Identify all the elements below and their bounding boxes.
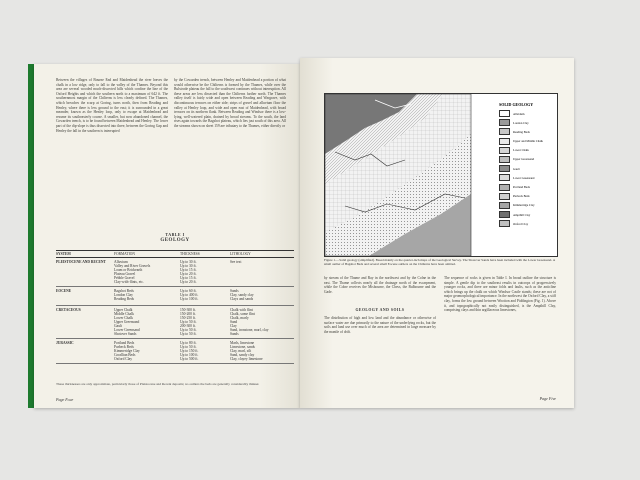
table-footnote: These thicknesses are only approximate, particularly those of Pleistocene and Recent deposits; no outliers the beds are generally considerably thinner. xyxy=(56,382,260,386)
legend-label: Kimmeridge Clay xyxy=(513,203,535,208)
cell-thickness-line: Up to 150 ft. xyxy=(180,349,199,353)
cell-thickness-line: Up to 50 ft. xyxy=(180,328,197,332)
cell-lithology-line: Clay, clayey limestone xyxy=(230,357,263,361)
right-page xyxy=(300,58,574,408)
legend-label: Gault xyxy=(513,166,520,171)
cell-formation-line: Bagshot Beds xyxy=(114,289,134,293)
cell-lithology-line: Chalk, marly xyxy=(230,316,249,320)
header-lithology: LITHOLOGY xyxy=(230,252,251,256)
cell-thickness-line: Up to 50 ft. xyxy=(180,320,197,324)
cell-lithology-line: Sand, ironstone, marl, clay xyxy=(230,328,269,332)
table-number: TABLE I xyxy=(165,232,185,237)
legend-label: Lower Chalk xyxy=(513,148,529,153)
cell-thickness-line: 200-300 ft. xyxy=(180,324,196,328)
cell-thickness-line: Up to 100 ft. xyxy=(180,353,199,357)
legend-label: London Clay xyxy=(513,120,529,125)
cell-lithology-line: Clay, marl, silt xyxy=(230,349,252,353)
cell-formation-line: Portland Beds xyxy=(114,341,135,345)
geology-table xyxy=(56,250,294,364)
cell-formation-line: Kimmeridge Clay xyxy=(114,349,140,353)
cell-formation-line: Upper Chalk xyxy=(114,308,133,312)
cell-lithology-line: Sand, sandy clay xyxy=(230,353,255,357)
cell-thickness xyxy=(180,308,230,336)
cell-thickness-line: Up to 50 ft. xyxy=(180,332,197,336)
cell-thickness-line: Up to 60 ft. xyxy=(180,289,197,293)
cell-formation-line: Lower Chalk xyxy=(114,316,133,320)
open-book xyxy=(28,56,574,412)
legend-label: Oxford Clay xyxy=(513,221,529,226)
legend-label: Alluvium xyxy=(513,111,525,116)
legend-item xyxy=(499,193,553,200)
cell-formation-line: Clay-with-flints, etc. xyxy=(114,280,144,284)
cell-formation xyxy=(114,341,180,361)
table-row xyxy=(56,287,294,306)
cell-thickness-line: 150-300 ft. xyxy=(180,308,196,312)
cell-formation-line: Corallian Beds xyxy=(114,353,136,357)
legend-label: Lower Greensand xyxy=(513,175,535,180)
cell-thickness-line: Up to 100 ft. xyxy=(180,297,199,301)
right-column-1-para-2: The distribution of high and low land and the abundance or otherwise of surface water are due primarily to the nature of the underlying rocks, but the soils and land use over much of the area are determined in large measure by the mantle of drift. xyxy=(324,316,436,334)
cell-thickness-line: Up to 15 ft. xyxy=(180,268,197,272)
legend-swatch xyxy=(499,202,510,209)
cell-lithology-line: Sands xyxy=(230,289,239,293)
cell-thickness-line: Up to 20 ft. xyxy=(180,280,197,284)
table-header xyxy=(56,250,294,258)
legend-title: SOLID GEOLOGY xyxy=(499,102,534,107)
legend-swatch xyxy=(499,184,510,191)
cell-formation-line: Gault xyxy=(114,324,122,328)
figure-caption: Figure 1.—Solid geology (simplified). Based mainly on the quarter-inch maps of the Geological Survey. The Shotover Sands have been included with the Lower Greensand. A small outlier of Bagshot Beds and several small Eocene outliers on the Chilterns have been omitted. xyxy=(324,258,555,266)
cell-lithology-line: Clay, sandy clay xyxy=(230,293,254,297)
legend-swatch xyxy=(499,211,510,218)
legend-item xyxy=(499,128,553,135)
cell-formation-line: Plateau Gravel xyxy=(114,272,136,276)
legend-item xyxy=(499,202,553,209)
legend-item xyxy=(499,138,553,145)
legend-item xyxy=(499,184,553,191)
right-page-number: Page Five xyxy=(539,396,556,401)
cell-system: EOCENE xyxy=(56,289,72,293)
legend-swatch xyxy=(499,119,510,126)
cell-thickness-line: Up to 15 ft. xyxy=(180,276,197,280)
cell-formation-line: Middle Chalk xyxy=(114,312,134,316)
legend-item xyxy=(499,147,553,154)
cell-formation-line: Reading Beds xyxy=(114,297,135,301)
cell-lithology xyxy=(230,308,294,336)
legend-swatch xyxy=(499,138,510,145)
legend-label: Upper Greensand xyxy=(513,157,535,162)
cell-thickness-line: 150-250 ft. xyxy=(180,316,196,320)
cell-lithology-line: Limestone, sands xyxy=(230,345,255,349)
cell-thickness-line: Up to 500 ft. xyxy=(180,357,199,361)
legend-item xyxy=(499,220,553,227)
cell-lithology xyxy=(230,341,294,361)
cell-formation-line: Loam or Brickearth xyxy=(114,268,143,272)
legend-swatch xyxy=(499,220,510,227)
cell-formation-line: Pebble Gravel xyxy=(114,276,135,280)
left-column-2: by the Cowarden trench, between Henley and Maidenhead a portion of what would otherwise be the Chilterns is formed by the Thames, while over the Bulstrode plateau the fall to the southwest continues without interruption. All these areas are less dissected than the Chilterns further north. The Thames valley itself is fairly wide and open between Reading and Wargrave, with discontinuous terraces on either side; strips of gravel and alluvium floor the valley at Henley loop, and wide and open east of Maidenhead, with broad terraces on its northern flank. Between Reading and Windsor there is a low-lying, well-watered plain, drained by broad streams. To the south, the land rises again towards the Bagshot plateau, which lies just south of this area. All the streams shown on sheet 159 are tributary to the Thames, either directly or xyxy=(174,78,286,128)
cell-lithology-line: Clay xyxy=(230,324,237,328)
right-column-2: The sequence of rocks is given in Table I. In broad outline the structure is simple. A gentle dip to the southeast results in outcrops of progressively younger rocks, and there are minor folds and faults, such as the anticline which brings up the chalk on which Windsor Castle stands; these are not of major geomorphological importance. In the northwest the Oxford Clay, a stiff clay, forms the low ground between Wootton and Piddington (Fig. 1). Above it, and topographically not easily distinguished, is the Ampthill Clay, comprising clays and thin argillaceous limestones, xyxy=(444,276,556,313)
map-legend xyxy=(499,102,553,229)
cell-lithology xyxy=(230,260,294,284)
cell-formation-line: Purbeck Beds xyxy=(114,345,134,349)
cell-formation-line: Oxford Clay xyxy=(114,357,133,361)
geology-map xyxy=(324,93,558,257)
legend-swatch xyxy=(499,174,510,181)
cell-formation-line: London Clay xyxy=(114,293,133,297)
legend-item xyxy=(499,174,553,181)
cell-lithology-line: See text xyxy=(230,260,242,264)
cell-thickness xyxy=(180,289,230,303)
legend-swatch xyxy=(499,147,510,154)
cell-system: JURASSIC xyxy=(56,341,74,345)
legend-swatch xyxy=(499,156,510,163)
legend-label: Purbeck Beds xyxy=(513,194,530,199)
cell-thickness-line: Up to 400 ft. xyxy=(180,293,199,297)
header-thickness: THICKNESS xyxy=(180,252,200,256)
cell-formation xyxy=(114,289,180,303)
legend-item xyxy=(499,156,553,163)
right-column-1: by stream of the Thame and Ray in the northwest and by the Colne in the east. The Thame collects nearly all the drainage north of the escarpment, while the Colne receives the Misbourne, the Chess, the Bulbourne and the Gade. xyxy=(324,276,436,294)
cell-lithology-line: Chalk, some flint xyxy=(230,312,255,316)
cell-formation-line: Upper Greensand xyxy=(114,320,140,324)
left-page-number: Page Four xyxy=(56,397,74,402)
table-title: GEOLOGY xyxy=(160,238,190,243)
cell-lithology-line: Chalk with flint xyxy=(230,308,253,312)
legend-item xyxy=(499,119,553,126)
cell-system: PLEISTOCENE AND RECENT xyxy=(56,260,106,264)
table-row xyxy=(56,306,294,339)
left-page xyxy=(34,64,300,408)
left-column-1: Between the villages of Bourne End and Maidenhead the river leaves the chalk in a low ridge, only to fall to the valley of the Thames. Beyond this area are several wooded much-dissected hills which confine the line of the Oxford Heights and which the southern north to a maximum of 642 ft. The southernmost margin of the Chilterns is less clearly defined. The Thames, which breaches the scarp at Goring, turns north, then from Reading and Henley, where there is less ground to the east; it is surrounded in a great meander, known as the Henley loop, only to escape at Maidenhead and resume its southeasterly course. A smaller, but now abandoned channel, the Cowarden trench, is to be found between Maidenhead and Henley. The lower part of the dip-slope is thus dissected into three, between the Goring Gap and Henley the fall in the southern is interrupted xyxy=(56,78,168,133)
cell-formation-line: Alluvium xyxy=(114,260,128,264)
cell-formation-line: Valley and River Gravels xyxy=(114,264,151,268)
legend-item xyxy=(499,165,553,172)
legend-swatch xyxy=(499,193,510,200)
cell-thickness-line: Up to 30 ft. xyxy=(180,264,197,268)
cell-thickness xyxy=(180,260,230,284)
cell-thickness-line: Up to 80 ft. xyxy=(180,341,197,345)
cell-formation-line: Shotover Sands xyxy=(114,332,137,336)
cell-formation xyxy=(114,308,180,336)
header-system: SYSTEM xyxy=(56,252,71,256)
cell-lithology xyxy=(230,289,294,303)
legend-label: Portland Beds xyxy=(513,185,530,189)
cell-lithology-line: Sand xyxy=(230,320,238,324)
cell-thickness-line: Up to 20 ft. xyxy=(180,272,197,276)
header-formation: FORMATION xyxy=(114,252,135,256)
cell-thickness xyxy=(180,341,230,361)
cell-lithology-line: Clays and sands xyxy=(230,297,254,301)
cell-thickness-line: Up to 30 ft. xyxy=(180,260,197,264)
cell-system: CRETACEOUS xyxy=(56,308,81,312)
legend-swatch xyxy=(499,110,510,117)
legend-label: Reading Beds xyxy=(513,129,530,134)
legend-label: Upper and Middle Chalk xyxy=(513,139,543,144)
legend-swatch xyxy=(499,128,510,135)
legend-swatch xyxy=(499,165,510,172)
cell-formation xyxy=(114,260,180,284)
table-row xyxy=(56,339,294,364)
cell-lithology-line: Marls, limestone xyxy=(230,341,255,345)
legend-item xyxy=(499,110,553,117)
cell-thickness-line: Up to 50 ft. xyxy=(180,345,197,349)
cell-lithology-line: Sands xyxy=(230,332,239,336)
section-heading: GEOLOGY AND SOILS xyxy=(355,308,405,312)
cell-formation-line: Lower Greensand xyxy=(114,328,140,332)
legend-item xyxy=(499,211,553,218)
legend-label: Ampthill Clay xyxy=(513,212,531,217)
cell-thickness-line: 150-200 ft. xyxy=(180,312,196,316)
table-row xyxy=(56,258,294,287)
